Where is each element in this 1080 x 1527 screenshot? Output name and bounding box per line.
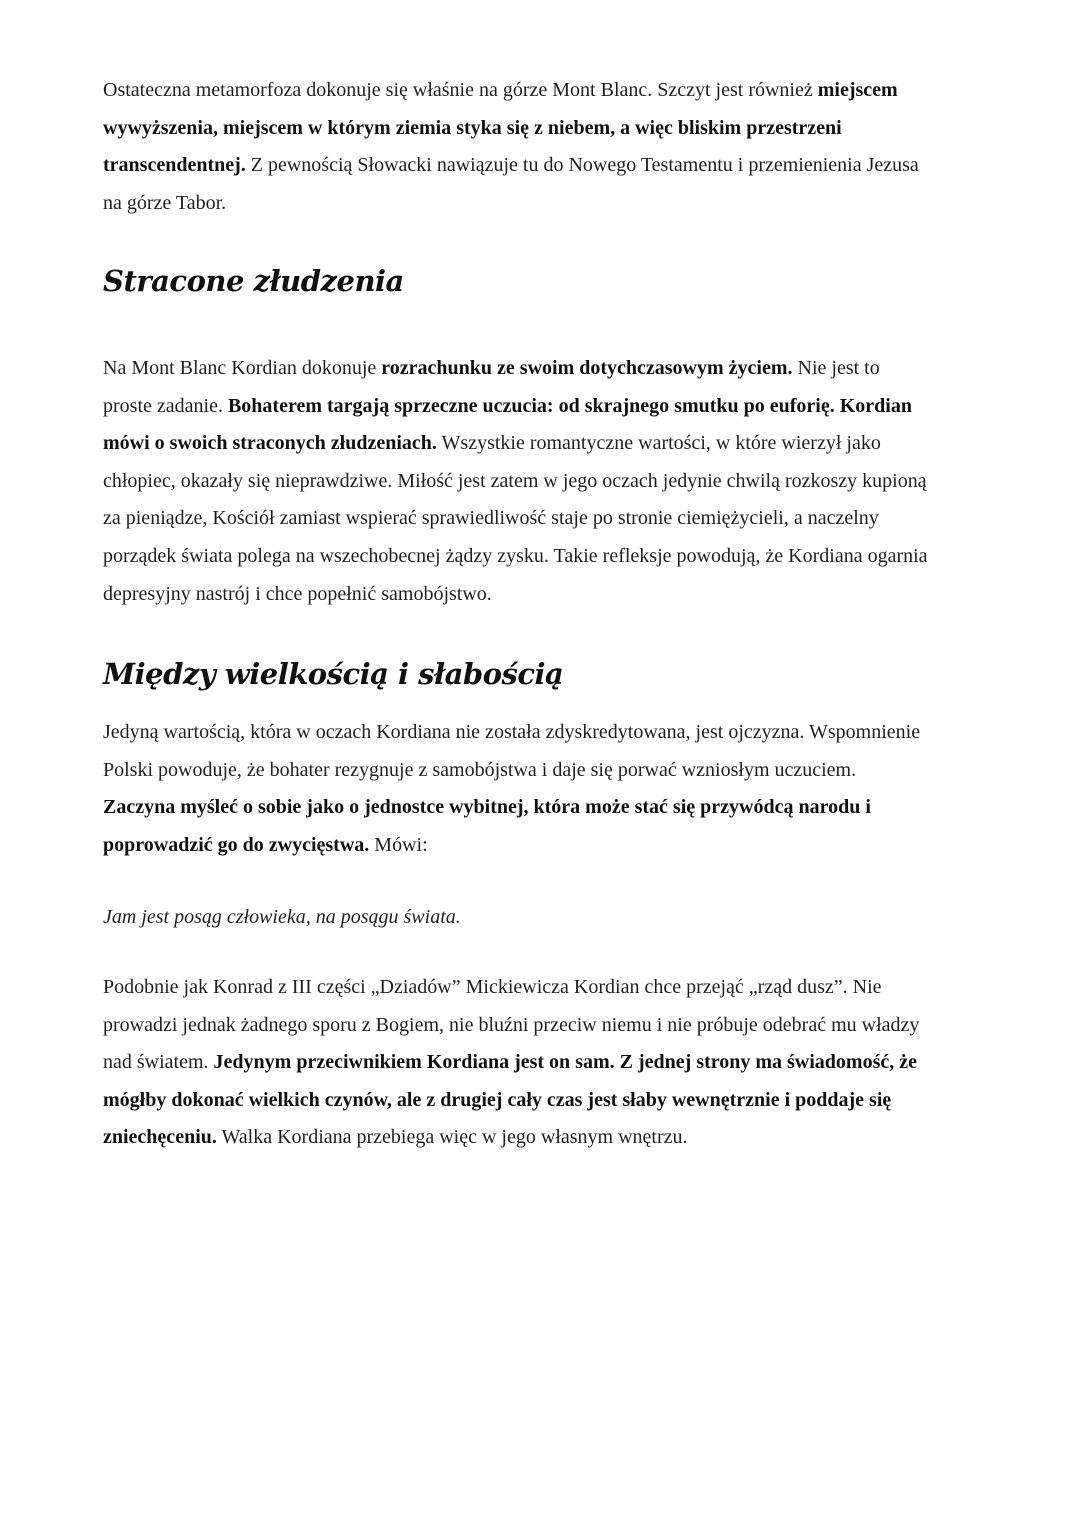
text-line [103,500,928,538]
bold-text-run: Bohaterem targają sprzeczne uczucia: od skrajnego smutku po euforię. Kordian [227,394,912,417]
text-line [103,1082,919,1120]
text-line [103,1007,919,1045]
text-run: Nie jest to [792,357,880,379]
text-line [103,789,920,827]
text-run: Mówi: [369,833,428,856]
text-run: Jedyną wartością, która w oczach Kordiana nie została zdyskredytowana, jest ojczyzna. Wspomnienie [103,721,921,743]
text-run: chłopiec, okazały się nieprawdziwe. Miłość jest zatem w jego oczach jedynie chwilą rozkoszy kupioną [103,469,927,492]
text-line [103,185,919,223]
bold-text-run: Jedynym przeciwnikiem Kordiana jest on sam. Z jednej strony ma świadomość, że [213,1051,918,1074]
text-line [103,350,928,388]
paragraph-intro [103,72,919,222]
text-line [103,388,928,426]
text-run: na górze Tabor. [103,191,227,214]
text-line [103,110,919,148]
text-run: Polski powoduje, że bohater rezygnuje z samobójstwa i daje się porwać wzniosłym uczuciem. [103,758,857,781]
text-run: Wszystkie romantyczne wartości, w które wierzył jako [436,432,881,455]
text-line [103,72,919,110]
text-run: nad światem. [103,1051,214,1074]
text-line [103,1044,919,1082]
paragraph-miedzy-wielkoscia [103,714,920,864]
bold-text-run: poprowadzić go do zwycięstwa. [103,833,370,856]
text-line [103,147,919,185]
text-run: Na Mont Blanc Kordian dokonuje [103,357,382,379]
text-run: Podobnie jak Konrad z III części „Dziadów” Mickiewicza Kordian chce przejąć „rząd dusz”. Nie [103,976,882,998]
text-run: porządek świata polega na wszechobecnej żądzy zysku. Takie refleksje powodują, że Kordiana ogarnia [103,544,928,567]
bold-text-run: wywyższenia, miejscem w którym ziemia styka się z niebem, a więc bliskim przestrzeni [103,116,842,139]
text-run: Ostateczna metamorfoza dokonuje się właśnie na górze Mont Blanc. Szczyt jest również [103,79,818,101]
text-run: za pieniądze, Kościół zamiast wspierać sprawiedliwość staje po stronie ciemiężycieli, a naczelny [103,507,879,530]
text-line [103,463,928,501]
bold-text-run: Zaczyna myśleć o sobie jako o jednostce wybitnej, która może stać się przywódcą narodu i [103,796,871,819]
text-run: depresyjny nastrój i chce popełnić samobójstwo. [103,582,492,605]
text-run: proste zadanie. [103,394,228,417]
text-line [103,969,919,1007]
bold-text-run: mógłby dokonać wielkich czynów, ale z drugiej cały czas jest słaby wewnętrznie i poddaje się [103,1088,892,1111]
text-line [103,827,920,865]
text-line [103,714,920,752]
paragraph-konrad [103,969,919,1157]
bold-text-run: rozrachunku ze swoim dotychczasowym życiem. [381,357,793,379]
bold-text-run: zniechęceniu. [103,1126,217,1149]
text-line [103,1119,919,1157]
heading-miedzy-wielkoscia: Między wielkością i słabością [103,657,564,691]
bold-text-run: transcendentnej. [103,154,246,177]
text-line [103,425,928,463]
text-line [103,538,928,576]
bold-text-run: miejscem [817,79,898,101]
quote: Jam jest posąg człowieka, na posągu świata. [103,906,461,928]
bold-text-run: mówi o swoich straconych złudzeniach. [103,432,437,455]
text-line [103,752,920,790]
text-line [103,576,928,614]
text-run: Z pewnością Słowacki nawiązuje tu do Nowego Testamentu i przemienienia Jezusa [245,154,919,177]
text-run: prowadzi jednak żadnego sporu z Bogiem, nie bluźni przeciw niemu i nie próbuje odebrać mu władzy [103,1013,920,1036]
heading-stracone-zludzenia: Stracone złudzenia [103,264,404,298]
text-run: Walka Kordiana przebiega więc w jego własnym wnętrzu. [216,1126,688,1149]
paragraph-stracone-zludzenia [103,350,928,613]
